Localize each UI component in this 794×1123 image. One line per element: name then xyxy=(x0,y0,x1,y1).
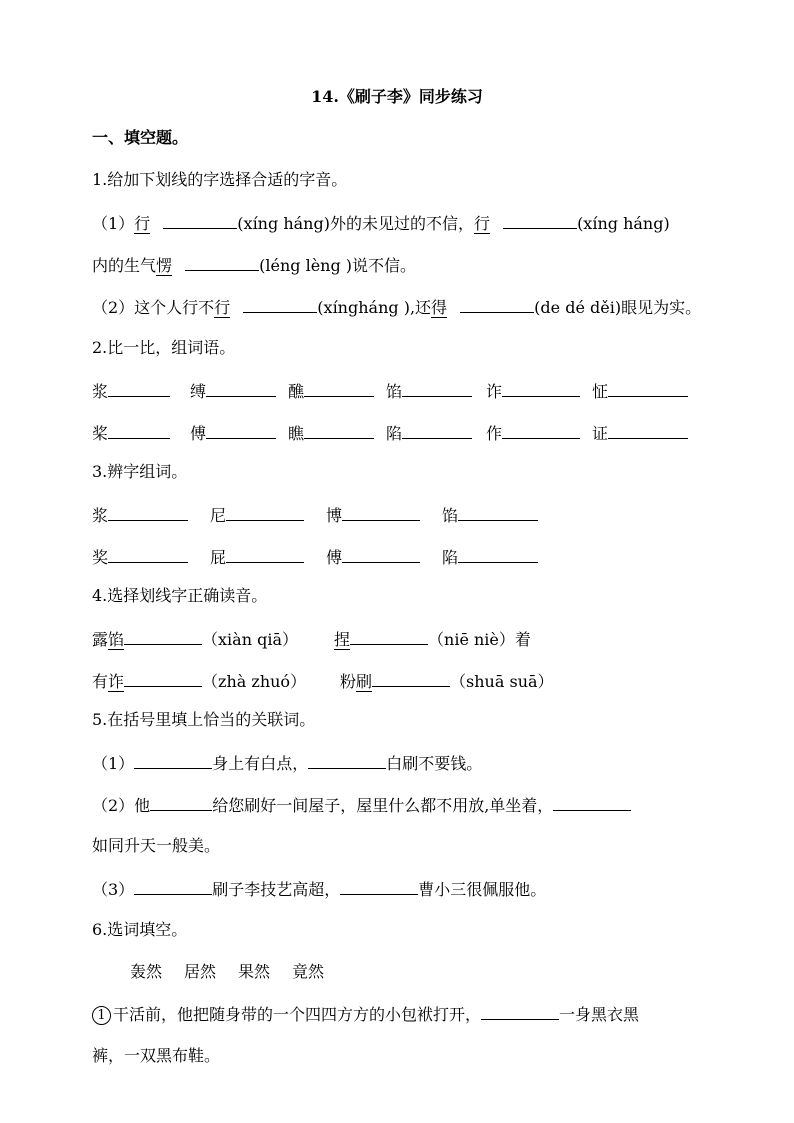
question-5-prompt: 5.在括号里填上恰当的关联词。 xyxy=(92,710,316,729)
word-item xyxy=(210,545,304,569)
fill-sentence-1-cont: 裤，一双黑布鞋。 xyxy=(92,1046,221,1065)
word-item xyxy=(442,503,538,527)
compare-item xyxy=(190,421,276,445)
answer-blank[interactable] xyxy=(243,295,317,313)
character: 诈 xyxy=(486,382,503,401)
compare-item xyxy=(592,379,688,403)
word-option: 竟然 xyxy=(292,962,325,981)
label: （1） xyxy=(92,214,135,233)
compare-item xyxy=(92,379,170,403)
compare-item xyxy=(92,421,170,445)
pinyin-options: （niē niè）着 xyxy=(428,630,531,649)
answer-blank[interactable] xyxy=(502,421,580,439)
label: （1） xyxy=(92,754,135,773)
text: 露 xyxy=(92,630,109,649)
compare-item xyxy=(386,421,472,445)
answer-blank[interactable] xyxy=(458,545,538,563)
answer-blank[interactable] xyxy=(304,379,374,397)
fill-sentence-1 xyxy=(92,1002,639,1026)
sentence-1 xyxy=(92,751,482,775)
character: 陷 xyxy=(386,424,403,443)
question-3-prompt: 3.辨字组词。 xyxy=(92,462,188,481)
answer-blank[interactable] xyxy=(608,379,688,397)
answer-blank[interactable] xyxy=(460,295,534,313)
answer-blank[interactable] xyxy=(458,503,538,521)
answer-blank[interactable] xyxy=(340,877,418,895)
underlined-char: 愣 xyxy=(156,256,173,275)
label: （3） xyxy=(92,880,135,899)
answer-blank[interactable] xyxy=(108,503,188,521)
answer-blank[interactable] xyxy=(206,379,276,397)
reading-item xyxy=(92,669,306,693)
underlined-char: 捏 xyxy=(334,630,351,649)
character: 陷 xyxy=(442,548,459,567)
word-item xyxy=(326,503,420,527)
answer-blank[interactable] xyxy=(402,379,472,397)
answer-blank[interactable] xyxy=(608,421,688,439)
word-item xyxy=(92,545,188,569)
character: 浆 xyxy=(92,382,109,401)
answer-blank[interactable] xyxy=(206,421,276,439)
text: 刷子李技艺高超， xyxy=(212,880,341,899)
text: 给您刷好一间屋子，屋里什么都不用放,单坐着， xyxy=(212,796,554,815)
question-4-prompt: 4.选择划线字正确读音。 xyxy=(92,586,268,605)
text: 内的生气 xyxy=(92,256,157,275)
answer-blank[interactable] xyxy=(163,211,237,229)
compare-item xyxy=(190,379,276,403)
answer-blank[interactable] xyxy=(308,751,386,769)
text: 一身黑衣黑 xyxy=(559,1005,640,1024)
compare-item xyxy=(486,421,580,445)
character: 作 xyxy=(486,424,503,443)
character: 醮 xyxy=(288,382,305,401)
answer-blank[interactable] xyxy=(342,545,420,563)
answer-blank[interactable] xyxy=(124,669,202,687)
answer-blank[interactable] xyxy=(481,1002,559,1020)
underlined-char: 诈 xyxy=(108,672,125,691)
answer-blank[interactable] xyxy=(502,379,580,397)
character: 奖 xyxy=(92,548,109,567)
character: 瞧 xyxy=(288,424,305,443)
answer-blank[interactable] xyxy=(108,421,170,439)
pinyin-options: (xíng háng) xyxy=(577,214,670,233)
underlined-char: 行 xyxy=(473,214,490,233)
word-option: 果然 xyxy=(238,962,271,981)
pinyin-options: （zhà zhuó） xyxy=(202,672,307,691)
word-option: 轰然 xyxy=(130,962,163,981)
label: （2）他 xyxy=(92,796,151,815)
text: 白刷不要钱。 xyxy=(386,754,483,773)
reading-item xyxy=(92,627,298,651)
answer-blank[interactable] xyxy=(402,421,472,439)
compare-item xyxy=(288,421,374,445)
answer-blank[interactable] xyxy=(124,627,202,645)
character: 傅 xyxy=(190,424,207,443)
character: 博 xyxy=(326,506,343,525)
text: 有 xyxy=(92,672,109,691)
answer-blank[interactable] xyxy=(185,253,259,271)
character: 馅 xyxy=(442,506,459,525)
character: 桨 xyxy=(92,424,109,443)
text: 干活前，他把随身带的一个四四方方的小包袱打开， xyxy=(113,1005,482,1024)
circled-number: 1 xyxy=(92,1006,111,1025)
answer-blank[interactable] xyxy=(134,877,212,895)
page-title: 14.《刷子李》同步练习 xyxy=(311,87,483,106)
word-item xyxy=(210,503,304,527)
underlined-char: 刷 xyxy=(356,672,373,691)
text: 粉 xyxy=(340,672,357,691)
sentence-3 xyxy=(92,877,546,901)
answer-blank[interactable] xyxy=(134,751,212,769)
pinyin-options: （shuā suā） xyxy=(450,672,554,691)
compare-item xyxy=(386,379,472,403)
question-1-prompt: 1.给加下划线的字选择合适的字音。 xyxy=(92,170,348,189)
answer-blank[interactable] xyxy=(372,669,450,687)
character: 怔 xyxy=(592,382,609,401)
text: （2）这个人行不 xyxy=(92,298,215,317)
underlined-char: 馅 xyxy=(108,630,125,649)
question-1-line-3 xyxy=(92,295,701,319)
answer-blank[interactable] xyxy=(108,545,188,563)
compare-item xyxy=(592,421,688,445)
reading-item xyxy=(334,627,531,651)
text: 曹小三很佩服他。 xyxy=(418,880,547,899)
answer-blank[interactable] xyxy=(108,379,170,397)
reading-item xyxy=(340,669,554,693)
section-heading: 一、填空题。 xyxy=(92,128,189,147)
question-1-line-2 xyxy=(92,253,416,277)
word-item xyxy=(92,503,188,527)
question-6-prompt: 6.选词填空。 xyxy=(92,920,188,939)
answer-blank[interactable] xyxy=(553,793,631,811)
compare-item xyxy=(288,379,374,403)
pinyin-options: (léng lèng )说不信。 xyxy=(259,256,417,275)
character: 馅 xyxy=(386,382,403,401)
answer-blank[interactable] xyxy=(226,503,304,521)
character: 浆 xyxy=(92,506,109,525)
answer-blank[interactable] xyxy=(226,545,304,563)
pinyin-options: (xíng háng)外的未见过的不信， xyxy=(237,214,474,233)
word-options xyxy=(130,961,346,983)
pinyin-options: (de dé děi)眼见为实。 xyxy=(534,298,702,317)
sentence-2-cont: 如同升天一般美。 xyxy=(92,836,221,855)
character: 尼 xyxy=(210,506,227,525)
underlined-char: 行 xyxy=(214,298,231,317)
answer-blank[interactable] xyxy=(150,793,212,811)
underlined-char: 行 xyxy=(134,214,151,233)
answer-blank[interactable] xyxy=(503,211,577,229)
character: 傅 xyxy=(326,548,343,567)
answer-blank[interactable] xyxy=(350,627,428,645)
pinyin-options: (xíngháng ),还 xyxy=(317,298,432,317)
question-1-line-1 xyxy=(92,211,670,235)
pinyin-options: （xiàn qiā） xyxy=(202,630,299,649)
character: 缚 xyxy=(190,382,207,401)
answer-blank[interactable] xyxy=(304,421,374,439)
character: 屁 xyxy=(210,548,227,567)
character: 证 xyxy=(592,424,609,443)
word-item xyxy=(442,545,538,569)
sentence-2 xyxy=(92,793,631,817)
text: 身上有白点， xyxy=(212,754,309,773)
word-item xyxy=(326,545,420,569)
question-2-prompt: 2.比一比，组词语。 xyxy=(92,338,236,357)
underlined-char: 得 xyxy=(431,298,448,317)
answer-blank[interactable] xyxy=(342,503,420,521)
word-option: 居然 xyxy=(184,962,217,981)
compare-item xyxy=(486,379,580,403)
